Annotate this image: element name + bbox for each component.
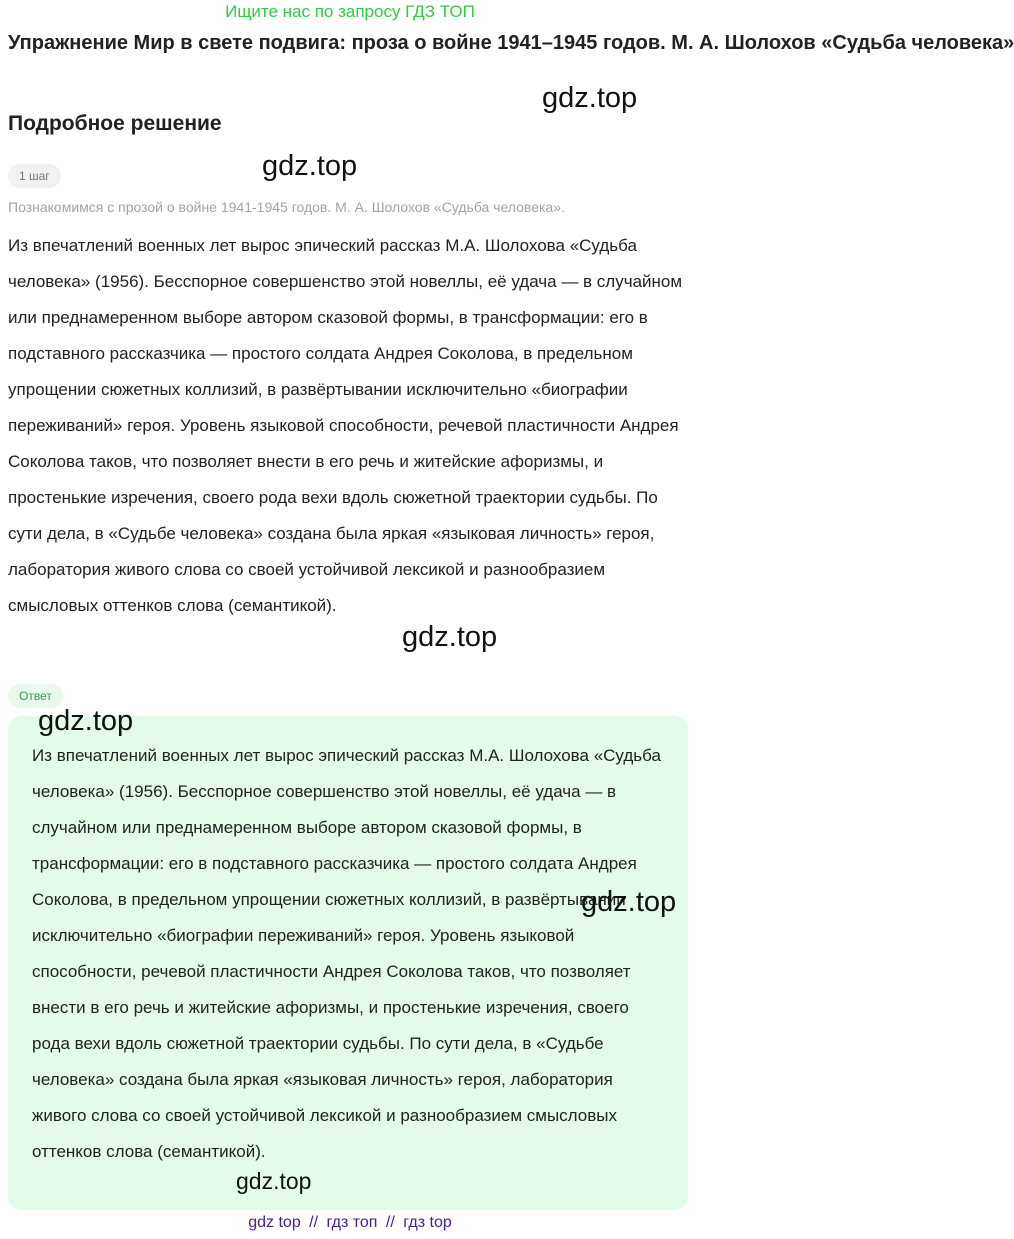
footer-link-gdz-top[interactable]: gdz top — [248, 1214, 301, 1231]
watermark: gdz.top — [262, 150, 358, 182]
answer-text: Из впечатлений военных лет вырос эпический рассказ М.А. Шолохова «Судьба человека» (1956). Бесспорное совершенство этой новеллы, её удача — в случайном или преднамеренном выборе автором сказовой формы, в трансформации: его в подставного рассказчика — простого солдата Андрея Соколова, в предельном упрощении сюжетных коллизий, в развёртывании исключительно «биографии переживаний» героя. Уровень языковой способности, речевой пластичности Андрея Соколова таков, что позволяет внести в его речь и житейские афоризмы, и простенькие изречения, своего рода вехи вдоль сюжетной траектории судьбы. По сути дела, в «Судьбе человека» создана была яркая «языковая личность» героя, лаборатория живого слова со своей устойчивой лексикой и разнообразием смысловых оттенков слова (семантикой). — [32, 746, 661, 1161]
footer-links — [0, 1214, 700, 1232]
watermark: gdz.top — [402, 621, 498, 653]
section-title: Подробное решение — [8, 112, 222, 135]
answer-badge: Ответ — [8, 684, 63, 708]
page-title: Упражнение Мир в свете подвига: проза о войне 1941–1945 годов. М. А. Шолохов «Судьба человека» — [8, 32, 1014, 54]
footer-separator: // — [385, 1214, 395, 1231]
step-caption: Познакомимся с прозой о войне 1941-1945 годов. М. А. Шолохов «Судьба человека». — [8, 199, 565, 215]
answer-box — [8, 716, 688, 1210]
footer-separator: // — [309, 1214, 319, 1231]
watermark: gdz.top — [236, 1168, 312, 1194]
solution-text: Из впечатлений военных лет вырос эпический рассказ М.А. Шолохова «Судьба человека» (1956). Бесспорное совершенство этой новеллы, её удача — в случайном или преднамеренном выборе автором сказовой формы, в трансформации: его в подставного рассказчика — простого солдата Андрея Соколова, в предельном упрощении сюжетных коллизий, в развёртывании исключительно «биографии переживаний» героя. Уровень языковой способности, речевой пластичности Андрея Соколова таков, что позволяет внести в его речь и житейские афоризмы, и простенькие изречения, своего рода вехи вдоль сюжетной траектории судьбы. По сути дела, в «Судьбе человека» создана была яркая «языковая личность» героя, лаборатория живого слова со своей устойчивой лексикой и разнообразием смысловых оттенков слова (семантикой). — [8, 236, 683, 615]
search-hint-banner: Ищите нас по запросу ГДЗ ТОП — [225, 2, 475, 21]
footer-link-gdz-top-mixed[interactable]: гдз top — [403, 1214, 452, 1231]
footer-link-gdz-top-ru[interactable]: гдз топ — [326, 1214, 378, 1231]
step-badge: 1 шаг — [8, 164, 61, 188]
watermark: gdz.top — [581, 886, 677, 918]
watermark: gdz.top — [38, 705, 134, 737]
watermark: gdz.top — [542, 82, 638, 114]
